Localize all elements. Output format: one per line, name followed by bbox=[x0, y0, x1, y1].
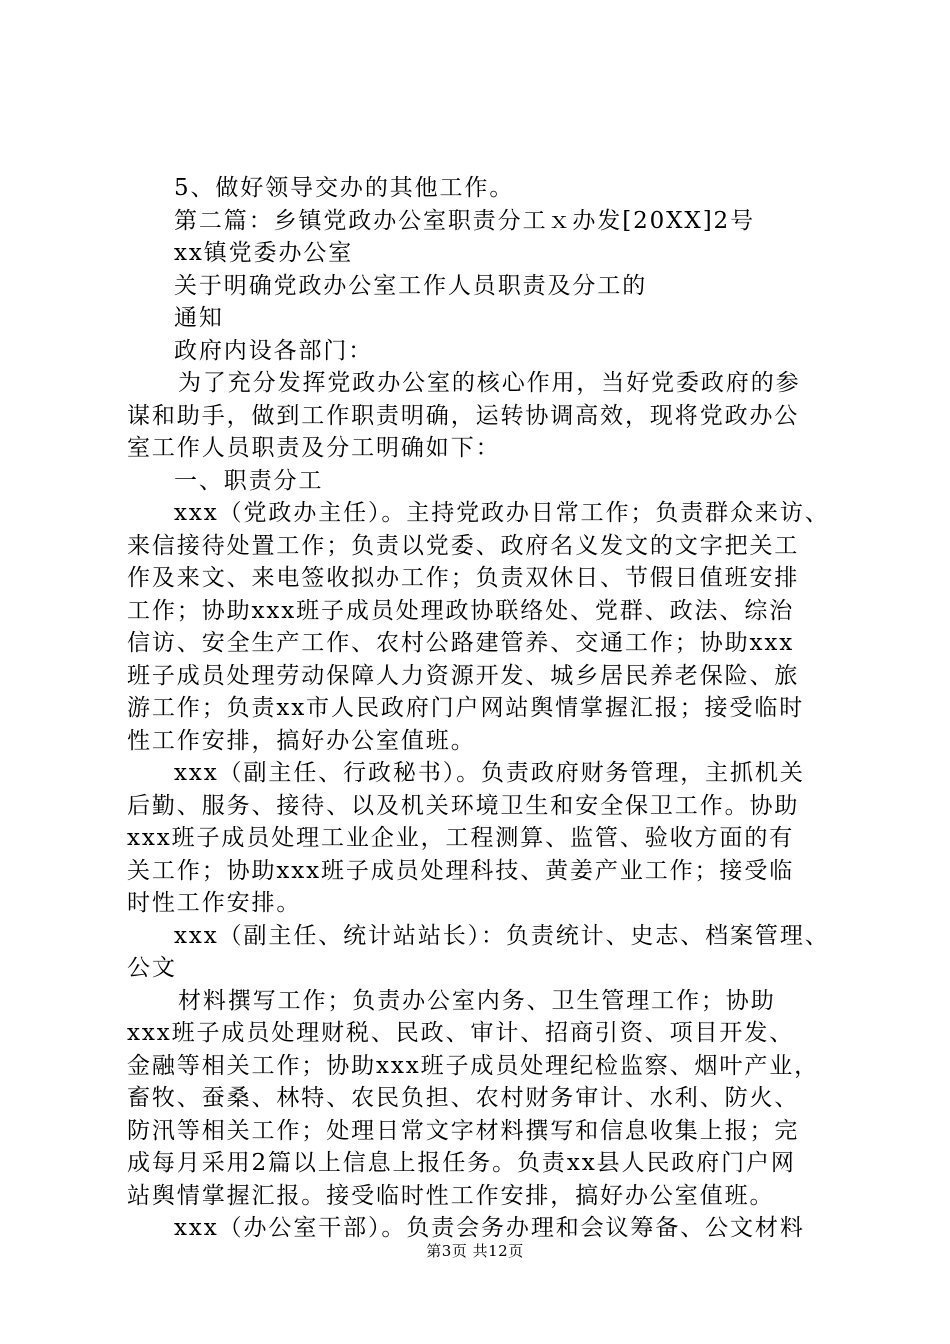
text-line: 一、职责分工 bbox=[174, 467, 324, 494]
text-line: 游工作；负责xx市人民政府门户网站舆情掌握汇报；接受临时 bbox=[127, 695, 805, 721]
text-line: 政府内设各部门： bbox=[174, 337, 374, 364]
text-line: 关工作；协助xxx班子成员处理科技、黄姜产业工作；接受临 bbox=[127, 857, 795, 884]
document-body bbox=[127, 172, 837, 1245]
text-line: 信访、安全生产工作、农村公路建管养、交通工作；协助xxx bbox=[127, 630, 795, 656]
text-line: xxx（副主任、统计站站长）：负责统计、史志、档案管理、 bbox=[174, 922, 830, 949]
text-line: xxx（党政办主任）。主持党政办日常工作；负责群众来访、 bbox=[174, 500, 830, 526]
page-footer: 第3页 共12页 bbox=[426, 1242, 524, 1260]
text-line: 畜牧、蚕桑、林特、农民负担、农村财务审计、水利、防火、 bbox=[127, 1085, 800, 1111]
text-line: 通知 bbox=[174, 305, 224, 331]
text-line: 室工作人员职责及分工明确如下： bbox=[127, 435, 501, 461]
text-line: 时性工作安排。 bbox=[127, 890, 302, 916]
text-line: 成每月采用2篇以上信息上报任务。负责xx县人民政府门户网 bbox=[127, 1150, 796, 1176]
text-line: 5、做好领导交办的其他工作。 bbox=[174, 175, 515, 201]
text-line: 公文 bbox=[127, 955, 177, 981]
text-line: 第二篇：乡镇党政办公室职责分工ｘ办发[20XX]2号 bbox=[174, 207, 755, 234]
text-line: xx镇党委办公室 bbox=[174, 240, 354, 266]
text-line: 工作；协助xxx班子成员处理政协联络处、党群、政法、综治 bbox=[127, 597, 795, 624]
text-line: xxx班子成员处理财税、民政、审计、招商引资、项目开发、 bbox=[127, 1020, 795, 1046]
text-line: 性工作安排，搞好办公室值班。 bbox=[127, 727, 476, 754]
text-line: 谋和助手，做到工作职责明确，运转协调高效，现将党政办公 bbox=[127, 402, 800, 429]
text-line: 作及来文、来电签收拟办工作；负责双休日、节假日值班安排 bbox=[127, 565, 800, 591]
text-line: xxx班子成员处理工业企业，工程测算、监管、验收方面的有 bbox=[127, 825, 795, 851]
text-line: 后勤、服务、接待、以及机关环境卫生和安全保卫工作。协助 bbox=[127, 792, 800, 819]
text-line: 站舆情掌握汇报。接受临时性工作安排，搞好办公室值班。 bbox=[127, 1182, 775, 1209]
text-line: 班子成员处理劳动保障人力资源开发、城乡居民养老保险、旅 bbox=[127, 662, 800, 689]
text-line: xxx（办公室干部）。负责会务办理和会议筹备、公文材料 bbox=[174, 1215, 805, 1241]
text-line: 为了充分发挥党政办公室的核心作用，当好党委政府的参 bbox=[178, 370, 801, 396]
text-line: 防汛等相关工作；处理日常文字材料撰写和信息收集上报；完 bbox=[127, 1117, 800, 1144]
text-line: 金融等相关工作；协助xxx班子成员处理纪检监察、烟叶产业， bbox=[127, 1052, 820, 1079]
text-line: 材料撰写工作；负责办公室内务、卫生管理工作；协助 bbox=[178, 987, 776, 1014]
text-line: 来信接待处置工作；负责以党委、政府名义发文的文字把关工 bbox=[127, 532, 800, 559]
text-line: 关于明确党政办公室工作人员职责及分工的 bbox=[174, 272, 648, 299]
text-line: xxx（副主任、行政秘书）。负责政府财务管理，主抓机关 bbox=[174, 760, 805, 786]
